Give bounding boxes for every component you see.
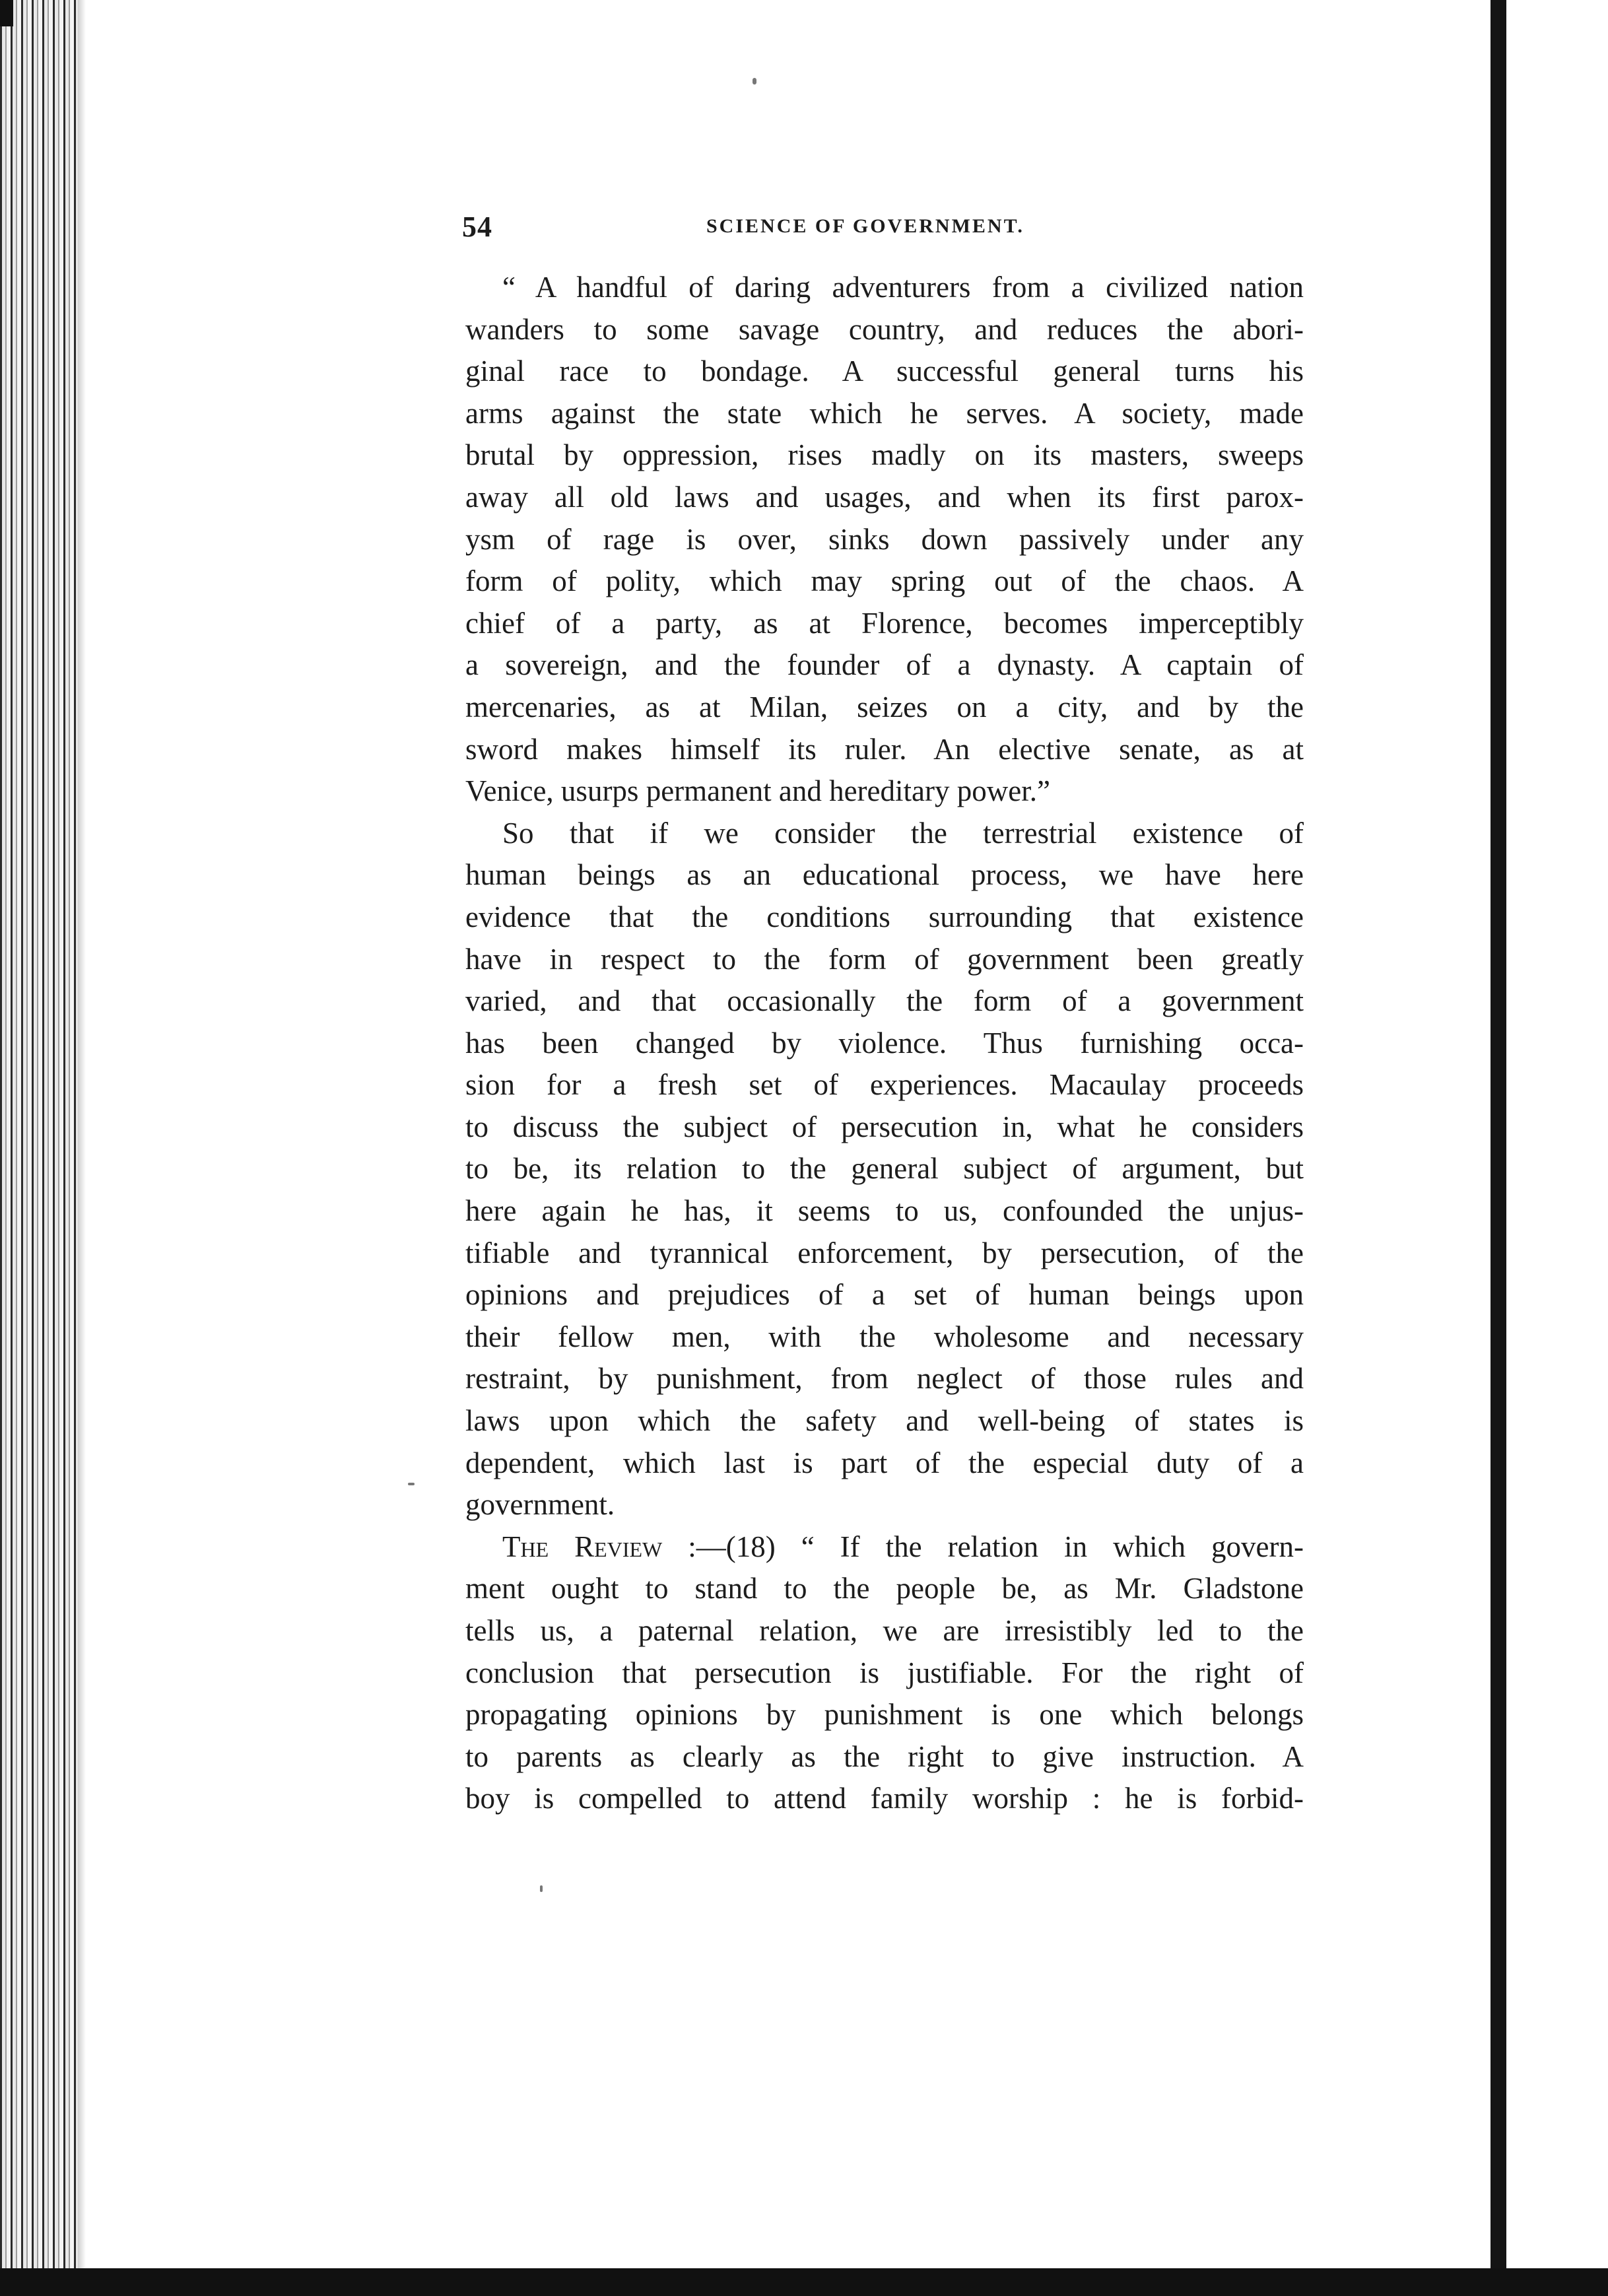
- text-line: have in respect to the form of government been greatly: [465, 942, 1304, 976]
- text-line: tells us, a paternal relation, we are irresistibly led to the: [465, 1614, 1304, 1647]
- review-label: The Review: [502, 1530, 663, 1563]
- text-line: evidence that the conditions surrounding that existence: [465, 900, 1304, 933]
- text-line: laws upon which the safety and well-being of states is: [465, 1404, 1304, 1438]
- text-line: mercenaries, as at Milan, seizes on a city, and by the: [465, 690, 1304, 724]
- text-line: away all old laws and usages, and when its first parox-: [465, 480, 1304, 514]
- text-line: restraint, by punishment, from neglect of those rules and: [465, 1362, 1304, 1396]
- page-number: 54: [462, 211, 492, 243]
- text-line: brutal by oppression, rises madly on its masters, sweeps: [465, 438, 1304, 472]
- text-line: human beings as an educational process, we have here: [465, 858, 1304, 892]
- binding-edge: [1491, 0, 1506, 2296]
- right-margin: [1491, 0, 1608, 2296]
- text-line: arms against the state which he serves. A society, made: [465, 396, 1304, 430]
- page-edge-shadow: [78, 0, 86, 2296]
- text-line: to be, its relation to the general subject of argument, but: [465, 1152, 1304, 1186]
- text-line: tifiable and tyrannical enforcement, by persecution, of the: [465, 1236, 1304, 1269]
- ink-speck: [753, 78, 756, 84]
- text-line: form of polity, which may spring out of the chaos. A: [465, 564, 1304, 598]
- text-line: government.: [465, 1488, 615, 1522]
- text-line: So that if we consider the terrestrial existence of: [502, 816, 1304, 850]
- text-line: has been changed by violence. Thus furnishing occa-: [465, 1026, 1304, 1060]
- text-line: to discuss the subject of persecution in, what he considers: [465, 1110, 1304, 1143]
- text-line: sword makes himself its ruler. An elective senate, as at: [465, 732, 1304, 766]
- text-line: opinions and prejudices of a set of human beings upon: [465, 1278, 1304, 1312]
- text-line: boy is compelled to attend family worship : he is forbid-: [465, 1782, 1304, 1815]
- text-line: varied, and that occasionally the form of a government: [465, 984, 1304, 1018]
- text-line: “ A handful of daring adventurers from a civilized nation: [502, 271, 1304, 304]
- text-line: wanders to some savage country, and reduces the abori-: [465, 312, 1304, 346]
- text-line: Venice, usurps permanent and hereditary power.”: [465, 774, 1050, 808]
- bottom-edge: [0, 2268, 1608, 2296]
- review-line: [465, 1526, 1304, 1569]
- text-line: here again he has, it seems to us, confounded the unjus-: [465, 1194, 1304, 1228]
- review-line-text: :—(18) “ If the relation in which govern-: [662, 1530, 1304, 1563]
- text-line: propagating opinions by punishment is one which belongs: [465, 1698, 1304, 1732]
- text-line: conclusion that persecution is justifiable. For the right of: [465, 1656, 1304, 1689]
- text-line: ysm of rage is over, sinks down passively under any: [465, 522, 1304, 556]
- corner-mark: [0, 0, 13, 26]
- text-line: chief of a party, as at Florence, becomes imperceptibly: [465, 606, 1304, 640]
- ink-speck: [540, 1885, 543, 1892]
- page-edge-stack: [0, 0, 78, 2296]
- body-text: [465, 267, 1304, 1820]
- ink-speck: [408, 1483, 415, 1485]
- text-line: sion for a fresh set of experiences. Macaulay proceeds: [465, 1068, 1304, 1102]
- running-head: SCIENCE OF GOVERNMENT.: [706, 215, 1024, 237]
- text-line: their fellow men, with the wholesome and necessary: [465, 1320, 1304, 1353]
- text-line: a sovereign, and the founder of a dynasty. A captain of: [465, 648, 1304, 682]
- text-line: dependent, which last is part of the especial duty of a: [465, 1446, 1304, 1479]
- text-line: ginal race to bondage. A successful general turns his: [465, 355, 1304, 388]
- text-line: ment ought to stand to the people be, as Mr. Gladstone: [465, 1572, 1304, 1605]
- page-header: [462, 210, 1307, 250]
- text-line: to parents as clearly as the right to give instruction. A: [465, 1739, 1304, 1773]
